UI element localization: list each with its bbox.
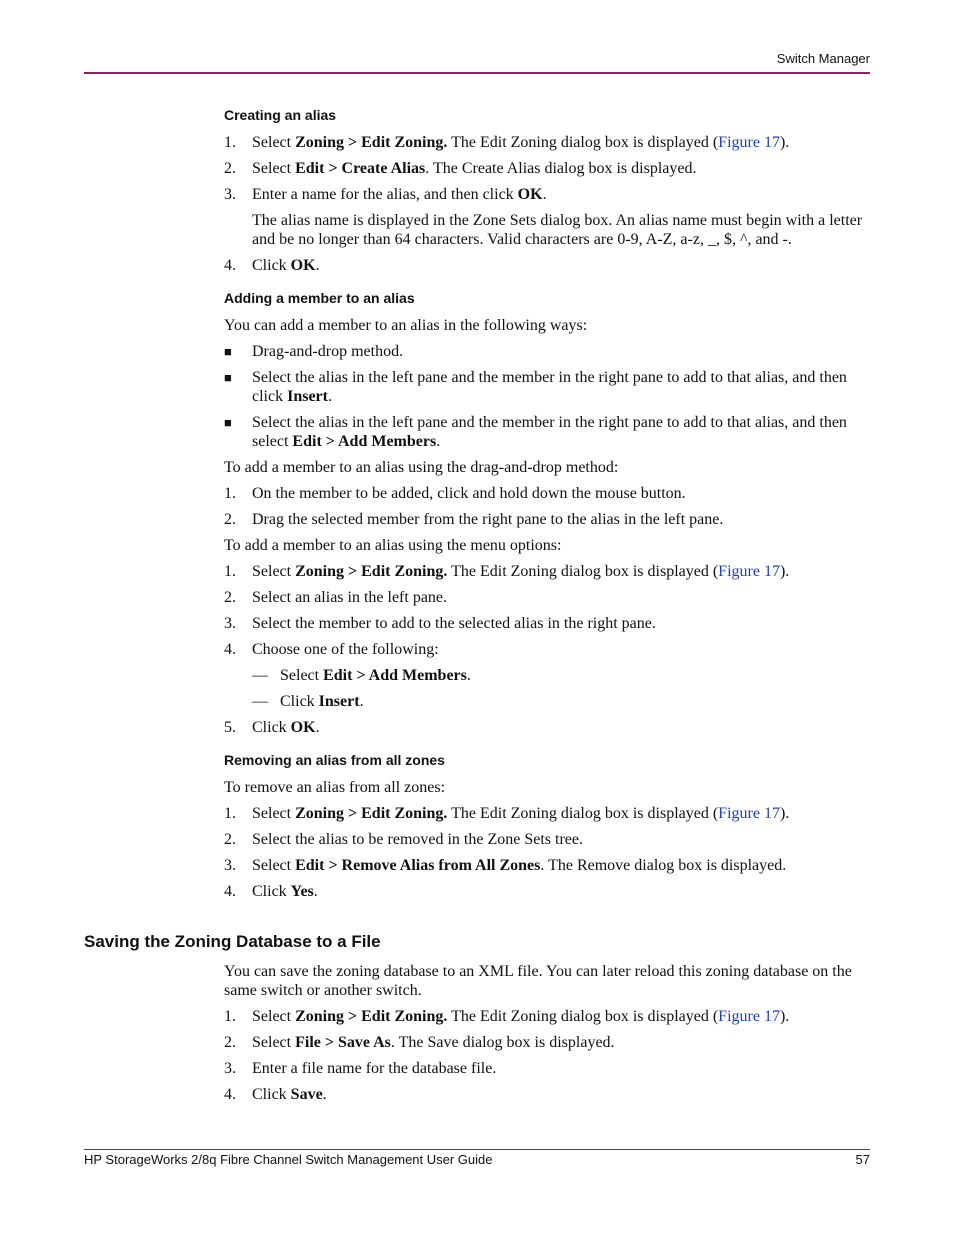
running-header: Switch Manager: [776, 51, 870, 66]
list-item: 1. Select Zoning > Edit Zoning. The Edit Zoning dialog box is displayed (Figure 17).: [224, 134, 790, 151]
bullet-item: ■ Select the alias in the left pane and the member in the right pane to add to that alias, and then select Edit > Add Members.: [224, 414, 847, 450]
bullet-icon: ■: [224, 415, 232, 430]
dash-icon: —: [252, 667, 268, 684]
list-item: 3. Enter a name for the alias, and then click OK.: [224, 186, 547, 203]
paragraph: To add a member to an alias using the menu options:: [224, 537, 562, 554]
heading-saving-database: Saving the Zoning Database to a File: [84, 932, 381, 951]
figure-link[interactable]: Figure 17: [718, 1008, 780, 1025]
paragraph: To remove an alias from all zones:: [224, 779, 446, 796]
list-item: 2. Select an alias in the left pane.: [224, 589, 448, 606]
figure-link[interactable]: Figure 17: [718, 134, 780, 151]
list-item: 1. On the member to be added, click and hold down the mouse button.: [224, 485, 686, 502]
heading-adding-member: Adding a member to an alias: [224, 290, 415, 306]
heading-creating-alias: Creating an alias: [224, 107, 337, 123]
list-item: 1. Select Zoning > Edit Zoning. The Edit Zoning dialog box is displayed (Figure 17).: [224, 563, 790, 580]
dash-icon: —: [252, 693, 268, 710]
sub-list-item: — Click Insert.: [252, 693, 364, 710]
list-item: 4. Click Save.: [224, 1086, 327, 1103]
list-item: 3. Enter a file name for the database file.: [224, 1060, 497, 1077]
alias-name-note: The alias name is displayed in the Zone Sets dialog box. An alias name must begin with a letter and be no longer than 64 characters. Valid characters are 0-9, A-Z, a-z, _, $, ^, and -.: [252, 212, 863, 248]
header-rule: [84, 72, 870, 74]
list-item: 4. Click OK.: [224, 257, 320, 274]
list-item: 2. Select Edit > Create Alias. The Create Alias dialog box is displayed.: [224, 160, 697, 177]
heading-removing-alias: Removing an alias from all zones: [224, 752, 445, 768]
figure-link[interactable]: Figure 17: [718, 805, 780, 822]
list-item: 5. Click OK.: [224, 719, 320, 736]
footer-title: HP StorageWorks 2/8q Fibre Channel Switch Management User Guide: [84, 1152, 493, 1167]
bullet-icon: ■: [224, 370, 232, 385]
list-item: 2. Select the alias to be removed in the Zone Sets tree.: [224, 831, 583, 848]
paragraph: You can save the zoning database to an XML file. You can later reload this zoning database on the same switch or another switch.: [224, 963, 852, 999]
page-number: 57: [855, 1152, 870, 1167]
paragraph: To add a member to an alias using the drag-and-drop method:: [224, 459, 619, 476]
footer-rule: [84, 1149, 870, 1150]
figure-link[interactable]: Figure 17: [718, 563, 780, 580]
sub-list-item: — Select Edit > Add Members.: [252, 667, 471, 684]
paragraph: You can add a member to an alias in the following ways:: [224, 317, 588, 334]
list-item: 3. Select the member to add to the selected alias in the right pane.: [224, 615, 656, 632]
list-item: 3. Select Edit > Remove Alias from All Zones. The Remove dialog box is displayed.: [224, 857, 787, 874]
list-item: 4. Click Yes.: [224, 883, 318, 900]
bullet-item: ■ Drag-and-drop method.: [224, 343, 404, 360]
bullet-icon: ■: [224, 344, 232, 359]
list-item: 2. Select File > Save As. The Save dialog box is displayed.: [224, 1034, 615, 1051]
page-content: [224, 106, 870, 901]
list-item: 1. Select Zoning > Edit Zoning. The Edit Zoning dialog box is displayed (Figure 17).: [224, 1008, 790, 1025]
bullet-item: ■ Select the alias in the left pane and the member in the right pane to add to that alias, and then click Insert.: [224, 369, 847, 405]
saving-content: [224, 962, 870, 1104]
list-item: 4. Choose one of the following:: [224, 641, 439, 658]
list-item: 2. Drag the selected member from the right pane to the alias in the left pane.: [224, 511, 724, 528]
list-item: 1. Select Zoning > Edit Zoning. The Edit Zoning dialog box is displayed (Figure 17).: [224, 805, 790, 822]
